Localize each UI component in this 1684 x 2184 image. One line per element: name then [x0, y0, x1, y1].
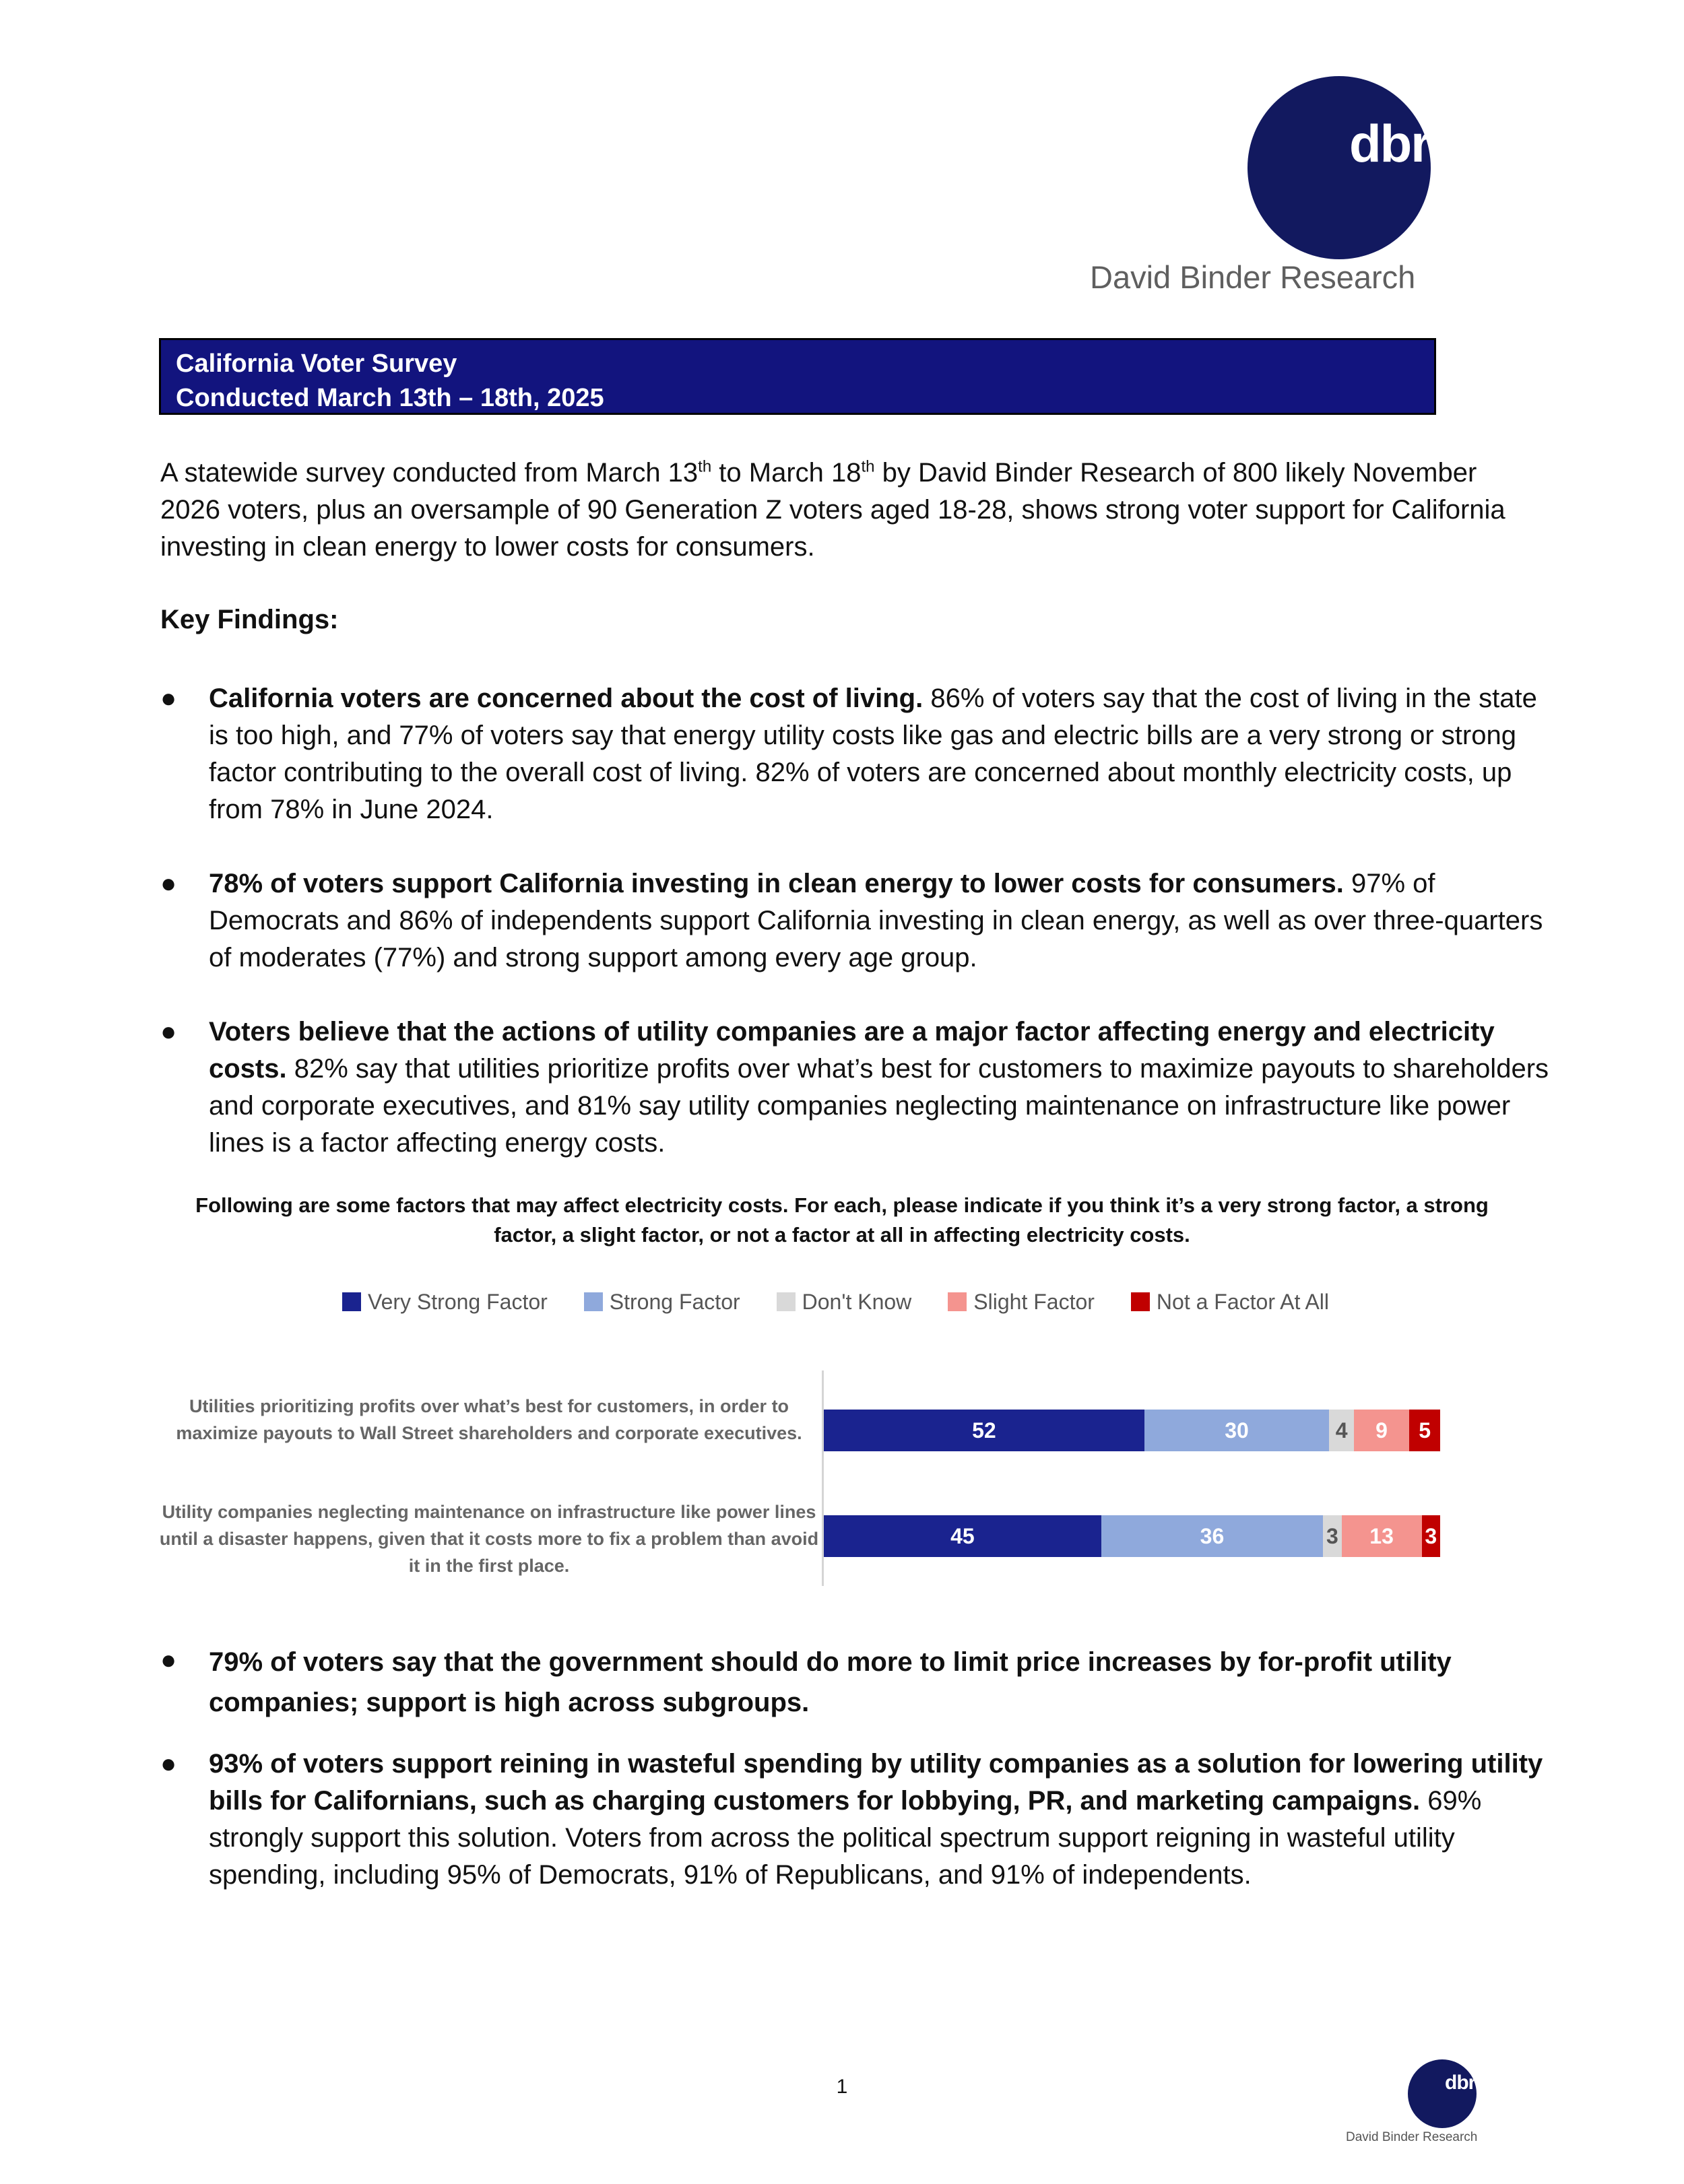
key-findings-heading: Key Findings:	[160, 605, 339, 634]
chart-question: Following are some factors that may affect electricity costs. For each, please indicate if you think it’s a very strong factor, a strong factor, a slight factor, or not a factor at all in affecting electricity costs.	[195, 1193, 1489, 1247]
legend-item	[584, 1290, 740, 1315]
legend-item	[342, 1290, 548, 1315]
chart-legend	[342, 1285, 1365, 1319]
finding-limit-price-increases: 79% of voters say that the government should do more to limit price increases by for-profit utility companies; support is high across subgroups.	[209, 1647, 1452, 1717]
finding-wasteful-spending: 93% of voters support reining in wasteful spending by utility companies as a solution for lowering utility bills for Californians, such as charging customers for lobbying, PR, and marketing campaigns. 69% strongly support this solution. Voters from across the political spectrum support reigning in wasteful utility spending, including 95% of Democrats, 91% of Republicans, and 91% of independents.	[209, 1749, 1543, 1890]
bullet-dot-icon: ●	[160, 1017, 177, 1047]
banner-dates: Conducted March 13th – 18th, 2025	[176, 384, 604, 412]
intro-paragraph: A statewide survey conducted from March 13th to March 18th by David Binder Research of 800 likely November 2026 voters, plus an oversample of 90 Generation Z voters aged 18-28, shows strong voter support for California investing in clean energy to lower costs for consumers.	[160, 457, 1505, 562]
legend-label: Don't Know	[802, 1289, 912, 1314]
chart-data-label: 45	[950, 1524, 975, 1548]
legend-swatch	[1131, 1292, 1150, 1311]
dbr-logo-name: David Binder Research	[1090, 259, 1416, 295]
legend-label: Not a Factor At All	[1156, 1289, 1330, 1314]
footer-logo-name: David Binder Research	[1346, 2130, 1478, 2144]
chart-data-label: 3	[1326, 1524, 1338, 1548]
chart-category-label: Utility companies neglecting maintenance on infrastructure like power lines until a disaster happens, given that it costs more to fix a problem than avoid it in the first place.	[159, 1502, 819, 1576]
chart-data-label: 5	[1419, 1418, 1431, 1443]
bullet-dot-icon: ●	[160, 869, 177, 898]
legend-item	[1131, 1290, 1329, 1315]
bullet-dot-icon: ●	[160, 1645, 177, 1675]
finding-clean-energy: 78% of voters support California investing in clean energy to lower costs for consumers. 97% of Democrats and 86% of independents support California investing in clean energy, as well as over three-quarters of moderates (77%) and strong support among every age group.	[209, 869, 1543, 972]
legend-swatch	[342, 1292, 361, 1311]
finding-cost-of-living: California voters are concerned about the cost of living. 86% of voters say that the cost of living in the state is too high, and 77% of voters say that energy utility costs like gas and electric bills are a very strong or strong factor contributing to the overall cost of living. 82% of voters are concerned about monthly electricity costs, up from 78% in June 2024.	[209, 684, 1537, 824]
legend-label: Strong Factor	[609, 1289, 740, 1314]
legend-item	[948, 1290, 1095, 1315]
bullet-dot-icon: ●	[160, 1749, 177, 1779]
chart-data-label: 52	[972, 1418, 996, 1443]
chart-data-label: 36	[1200, 1524, 1225, 1548]
legend-item	[777, 1290, 912, 1315]
legend-swatch	[948, 1292, 967, 1311]
page-number: 1	[836, 2076, 848, 2098]
banner-title: California Voter Survey	[176, 350, 457, 378]
chart-data-label: 30	[1225, 1418, 1249, 1443]
chart-data-label: 13	[1369, 1524, 1394, 1548]
dbr-logo-mark: dbr	[1349, 114, 1430, 173]
survey-title-banner	[159, 338, 1436, 415]
bullet-dot-icon: ●	[160, 684, 177, 713]
chart-data-label: 4	[1335, 1418, 1348, 1443]
legend-label: Slight Factor	[973, 1289, 1095, 1314]
legend-swatch	[584, 1292, 603, 1311]
chart-category-label: Utilities prioritizing profits over what’s best for customers, in order to maximize payouts to Wall Street shareholders and corporate executives.	[176, 1396, 802, 1443]
finding-utility-actions: Voters believe that the actions of utility companies are a major factor affecting energy and electricity costs. 82% say that utilities prioritize profits over what’s best for customers to maximize payouts to shareholders and corporate executives, and 81% say utility companies neglecting maintenance on infrastructure like power lines is a factor affecting energy costs.	[209, 1017, 1549, 1158]
legend-swatch	[777, 1292, 796, 1311]
chart-data-label: 3	[1425, 1524, 1437, 1548]
chart-data-label: 9	[1375, 1418, 1388, 1443]
legend-label: Very Strong Factor	[368, 1289, 548, 1314]
footer-logo-mark: dbr	[1445, 2072, 1476, 2094]
